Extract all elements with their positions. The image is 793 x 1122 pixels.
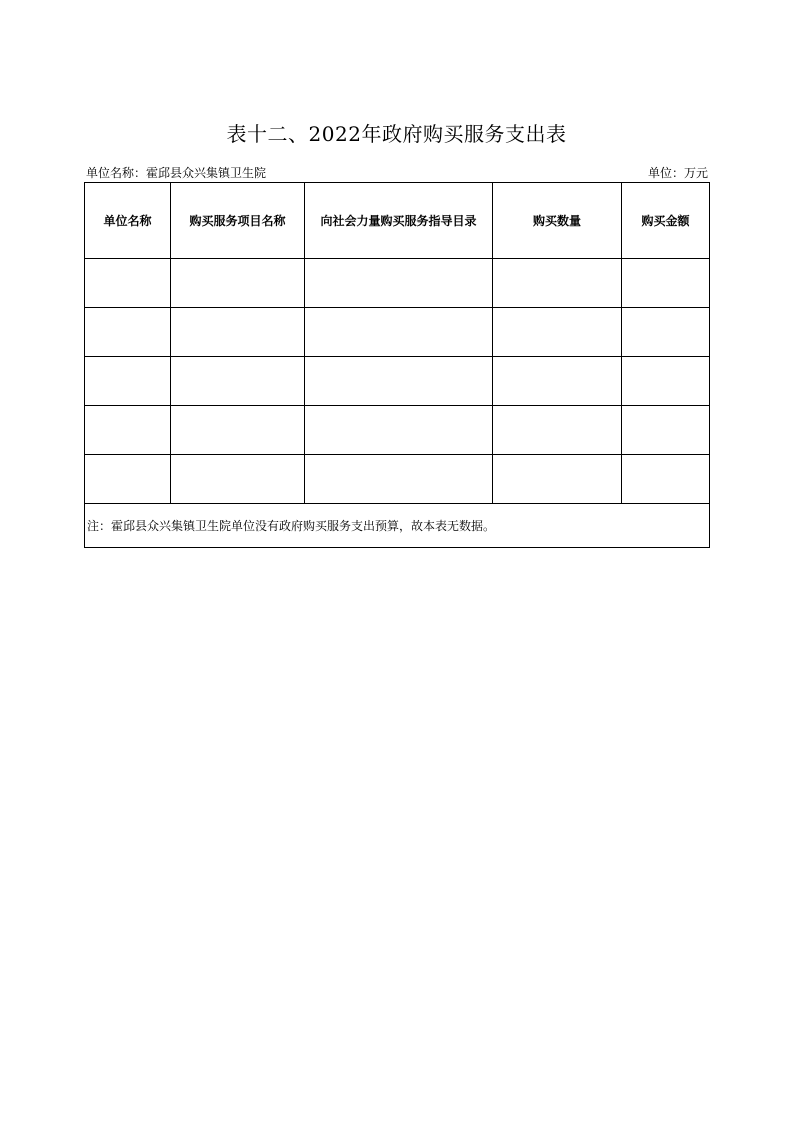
purchase-services-table: [84, 182, 710, 548]
header-purchase-amount: 购买金额: [622, 183, 710, 259]
table-cell: [493, 308, 622, 357]
table-cell: [305, 357, 493, 406]
header-unit-name: 单位名称: [85, 183, 171, 259]
table-cell: [305, 406, 493, 455]
table-cell: [85, 357, 171, 406]
header-purchase-quantity: 购买数量: [493, 183, 622, 259]
table-cell: [622, 406, 710, 455]
table-cell: [85, 259, 171, 308]
table-row: [85, 406, 710, 455]
table-row: [85, 308, 710, 357]
table-cell: [493, 259, 622, 308]
table-cell: [622, 357, 710, 406]
header-guidance-catalog: 向社会力量购买服务指导目录: [305, 183, 493, 259]
table-cell: [171, 455, 305, 504]
unit-measure-label: 单位：万元: [647, 166, 708, 180]
table-cell: [171, 308, 305, 357]
table-cell: [622, 308, 710, 357]
table-cell: [171, 406, 305, 455]
table-cell: [171, 259, 305, 308]
table-cell: [493, 406, 622, 455]
table-cell: [305, 455, 493, 504]
table-cell: [85, 406, 171, 455]
table-cell: [85, 308, 171, 357]
table-cell: [305, 308, 493, 357]
table-cell: [622, 455, 710, 504]
table-cell: [305, 259, 493, 308]
table-cell: [171, 357, 305, 406]
unit-name-label: 单位名称：霍邱县众兴集镇卫生院: [86, 166, 267, 180]
table-row: [85, 357, 710, 406]
table-cell: [622, 259, 710, 308]
header-service-item-name: 购买服务项目名称: [171, 183, 305, 259]
table-note: 注：霍邱县众兴集镇卫生院单位没有政府购买服务支出预算，故本表无数据。: [85, 504, 710, 548]
table-row: [85, 259, 710, 308]
table-cell: [85, 455, 171, 504]
table-cell: [493, 455, 622, 504]
table-header-row: [85, 183, 710, 259]
table-meta: [86, 165, 708, 181]
page-title: 表十二、2022年政府购买服务支出表: [226, 122, 567, 146]
table-note-row: [85, 504, 710, 548]
table-cell: [493, 357, 622, 406]
table-row: [85, 455, 710, 504]
